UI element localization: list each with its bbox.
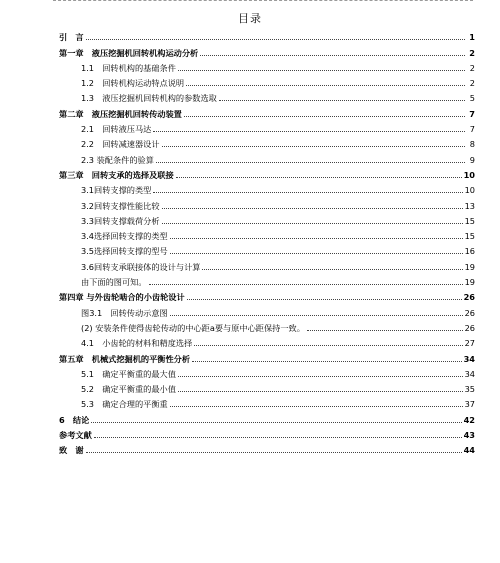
- toc-chapter-entry[interactable]: [59, 103, 475, 118]
- toc-entry-text: (2) 安装条件使得齿轮传动的中心距a要与原中心距保持一致。: [81, 322, 305, 333]
- dot-leader: [307, 329, 463, 331]
- toc-section-entry[interactable]: [59, 394, 475, 409]
- dot-leader: [186, 84, 465, 86]
- toc-entry-text: 5.1 确定平衡重的最大值: [81, 368, 176, 379]
- toc-entry-text: 致 谢: [59, 445, 84, 456]
- toc-page-number: 2: [469, 62, 475, 73]
- toc-page-number: 10: [464, 185, 475, 196]
- toc-entry-text: 第二章 液压挖掘机回转传动装置: [59, 108, 182, 119]
- dot-leader: [94, 436, 462, 438]
- toc-page-number: 26: [464, 307, 475, 318]
- toc-page-number: 15: [464, 215, 475, 226]
- toc-entry-text: 6 结论: [59, 414, 90, 425]
- toc-section-entry[interactable]: [59, 119, 475, 134]
- toc-section-entry[interactable]: [59, 180, 475, 195]
- toc-entry-text: 参考文献: [59, 430, 92, 441]
- toc-chapter-entry[interactable]: [59, 440, 475, 455]
- dot-leader: [187, 298, 462, 300]
- dot-leader: [219, 99, 465, 101]
- toc-page-number: 34: [464, 368, 475, 379]
- dot-leader: [170, 405, 463, 407]
- dot-leader: [162, 207, 463, 209]
- toc-page-number: 8: [469, 139, 475, 150]
- dot-leader: [170, 237, 463, 239]
- dot-leader: [200, 54, 465, 56]
- dot-leader: [178, 375, 463, 377]
- toc-page-number: 34: [463, 353, 475, 364]
- toc-page-number: 27: [464, 338, 475, 349]
- toc-entry-text: 4.1 小齿轮的材料和精度选择: [81, 338, 193, 349]
- toc-entry-text: 第一章 液压挖掘机回转机构运动分析: [59, 47, 199, 58]
- toc-chapter-entry[interactable]: [59, 42, 475, 57]
- toc-section-entry[interactable]: [59, 88, 475, 103]
- toc-entry-text: 1.2 回转机构运动特点说明: [81, 78, 185, 89]
- dot-leader: [170, 252, 463, 254]
- dot-leader: [156, 161, 465, 163]
- dot-leader: [178, 69, 465, 71]
- toc-page-number: 16: [464, 246, 475, 257]
- toc-entry-text: 3.3回转支撑载荷分析: [81, 215, 160, 226]
- toc-page-number: 2: [469, 47, 475, 58]
- dot-leader: [202, 268, 462, 270]
- dot-leader: [153, 191, 462, 193]
- dot-leader: [162, 222, 463, 224]
- toc-page-number: 19: [464, 277, 475, 288]
- toc-section-entry[interactable]: [59, 241, 475, 256]
- dot-leader: [162, 145, 465, 147]
- dot-leader: [86, 38, 465, 40]
- toc-section-entry[interactable]: [59, 318, 475, 333]
- toc-entry-text: 3.1回转支撑的类型: [81, 185, 152, 196]
- toc-entry-text: 2.3 装配条件的验算: [81, 154, 154, 165]
- header-rule: [53, 0, 473, 2]
- dot-leader: [178, 390, 463, 392]
- toc-page-number: 10: [463, 169, 475, 180]
- toc-entry-text: 第五章 机械式挖掘机的平衡性分析: [59, 353, 191, 364]
- toc-section-entry[interactable]: [59, 73, 475, 88]
- toc-entry-text: 3.4选择回转支撑的类型: [81, 231, 168, 242]
- toc-entry-text: 3.2回转支撑性能比较: [81, 200, 160, 211]
- toc-section-entry[interactable]: [59, 226, 475, 241]
- dot-leader: [149, 283, 463, 285]
- dot-leader: [91, 421, 461, 423]
- toc-entry-text: 5.2 确定平衡重的最小值: [81, 384, 176, 395]
- toc-entry-text: 2.1 回转液压马达: [81, 124, 152, 135]
- toc-entry-text: 5.3 确定合理的平衡重: [81, 399, 168, 410]
- toc-page-number: 2: [469, 78, 475, 89]
- toc-page-number: 1: [469, 32, 475, 43]
- toc-section-entry[interactable]: [59, 272, 475, 287]
- toc-section-entry[interactable]: [59, 149, 475, 164]
- toc-section-entry[interactable]: [59, 134, 475, 149]
- toc-entry-text: 1.3 液压挖掘机回转机构的参数选取: [81, 93, 217, 104]
- toc-page-number: 15: [464, 231, 475, 242]
- toc-page-number: 5: [469, 93, 475, 104]
- toc-chapter-entry[interactable]: [59, 165, 475, 180]
- toc-section-entry[interactable]: [59, 302, 475, 317]
- toc-page-number: 26: [463, 292, 475, 303]
- toc-entry-text: 2.2 回转减速器设计: [81, 139, 160, 150]
- toc-page-number: 7: [469, 124, 475, 135]
- toc-title: 目录: [238, 12, 262, 25]
- toc-section-entry[interactable]: [59, 211, 475, 226]
- toc-page-number: 7: [469, 108, 475, 119]
- dot-leader: [192, 360, 462, 362]
- toc-entry-text: 3.5选择回转支撑的型号: [81, 246, 168, 257]
- toc-page-number: 37: [464, 399, 475, 410]
- toc-section-entry[interactable]: [59, 256, 475, 271]
- toc-entry-text: 第三章 回转支承的选择及联接: [59, 169, 174, 180]
- toc-page-number: 42: [463, 414, 475, 425]
- toc-section-entry[interactable]: [59, 195, 475, 210]
- toc-section-entry[interactable]: [59, 364, 475, 379]
- toc-chapter-entry[interactable]: [59, 409, 475, 424]
- toc-chapter-entry[interactable]: [59, 287, 475, 302]
- toc-page-number: 35: [464, 384, 475, 395]
- toc-chapter-entry[interactable]: [59, 348, 475, 363]
- dot-leader: [194, 344, 462, 346]
- toc-page-number: 43: [463, 430, 475, 441]
- toc-page-number: 19: [464, 261, 475, 272]
- table-of-contents: [59, 27, 475, 455]
- toc-entry-text: 第四章 与外齿轮啮合的小齿轮设计: [59, 292, 185, 303]
- toc-entry-text: 图3.1 回转传动示意图: [81, 307, 168, 318]
- dot-leader: [184, 115, 465, 117]
- toc-section-entry[interactable]: [59, 333, 475, 348]
- dot-leader: [176, 176, 462, 178]
- toc-page-number: 44: [463, 445, 475, 456]
- dot-leader: [170, 314, 463, 316]
- toc-entry-text: 由下面的图可知。: [81, 277, 147, 288]
- toc-entry-text: 3.6回转支承联接体的设计与计算: [81, 261, 201, 272]
- dot-leader: [86, 451, 462, 453]
- toc-entry-text: 引 言: [59, 32, 84, 43]
- toc-section-entry[interactable]: [59, 58, 475, 73]
- toc-chapter-entry[interactable]: [59, 27, 475, 42]
- dot-leader: [153, 130, 465, 132]
- toc-page-number: 26: [464, 322, 475, 333]
- toc-chapter-entry[interactable]: [59, 425, 475, 440]
- toc-entry-text: 1.1 回转机构的基础条件: [81, 62, 176, 73]
- toc-page-number: 9: [469, 154, 475, 165]
- toc-page-number: 13: [464, 200, 475, 211]
- toc-section-entry[interactable]: [59, 379, 475, 394]
